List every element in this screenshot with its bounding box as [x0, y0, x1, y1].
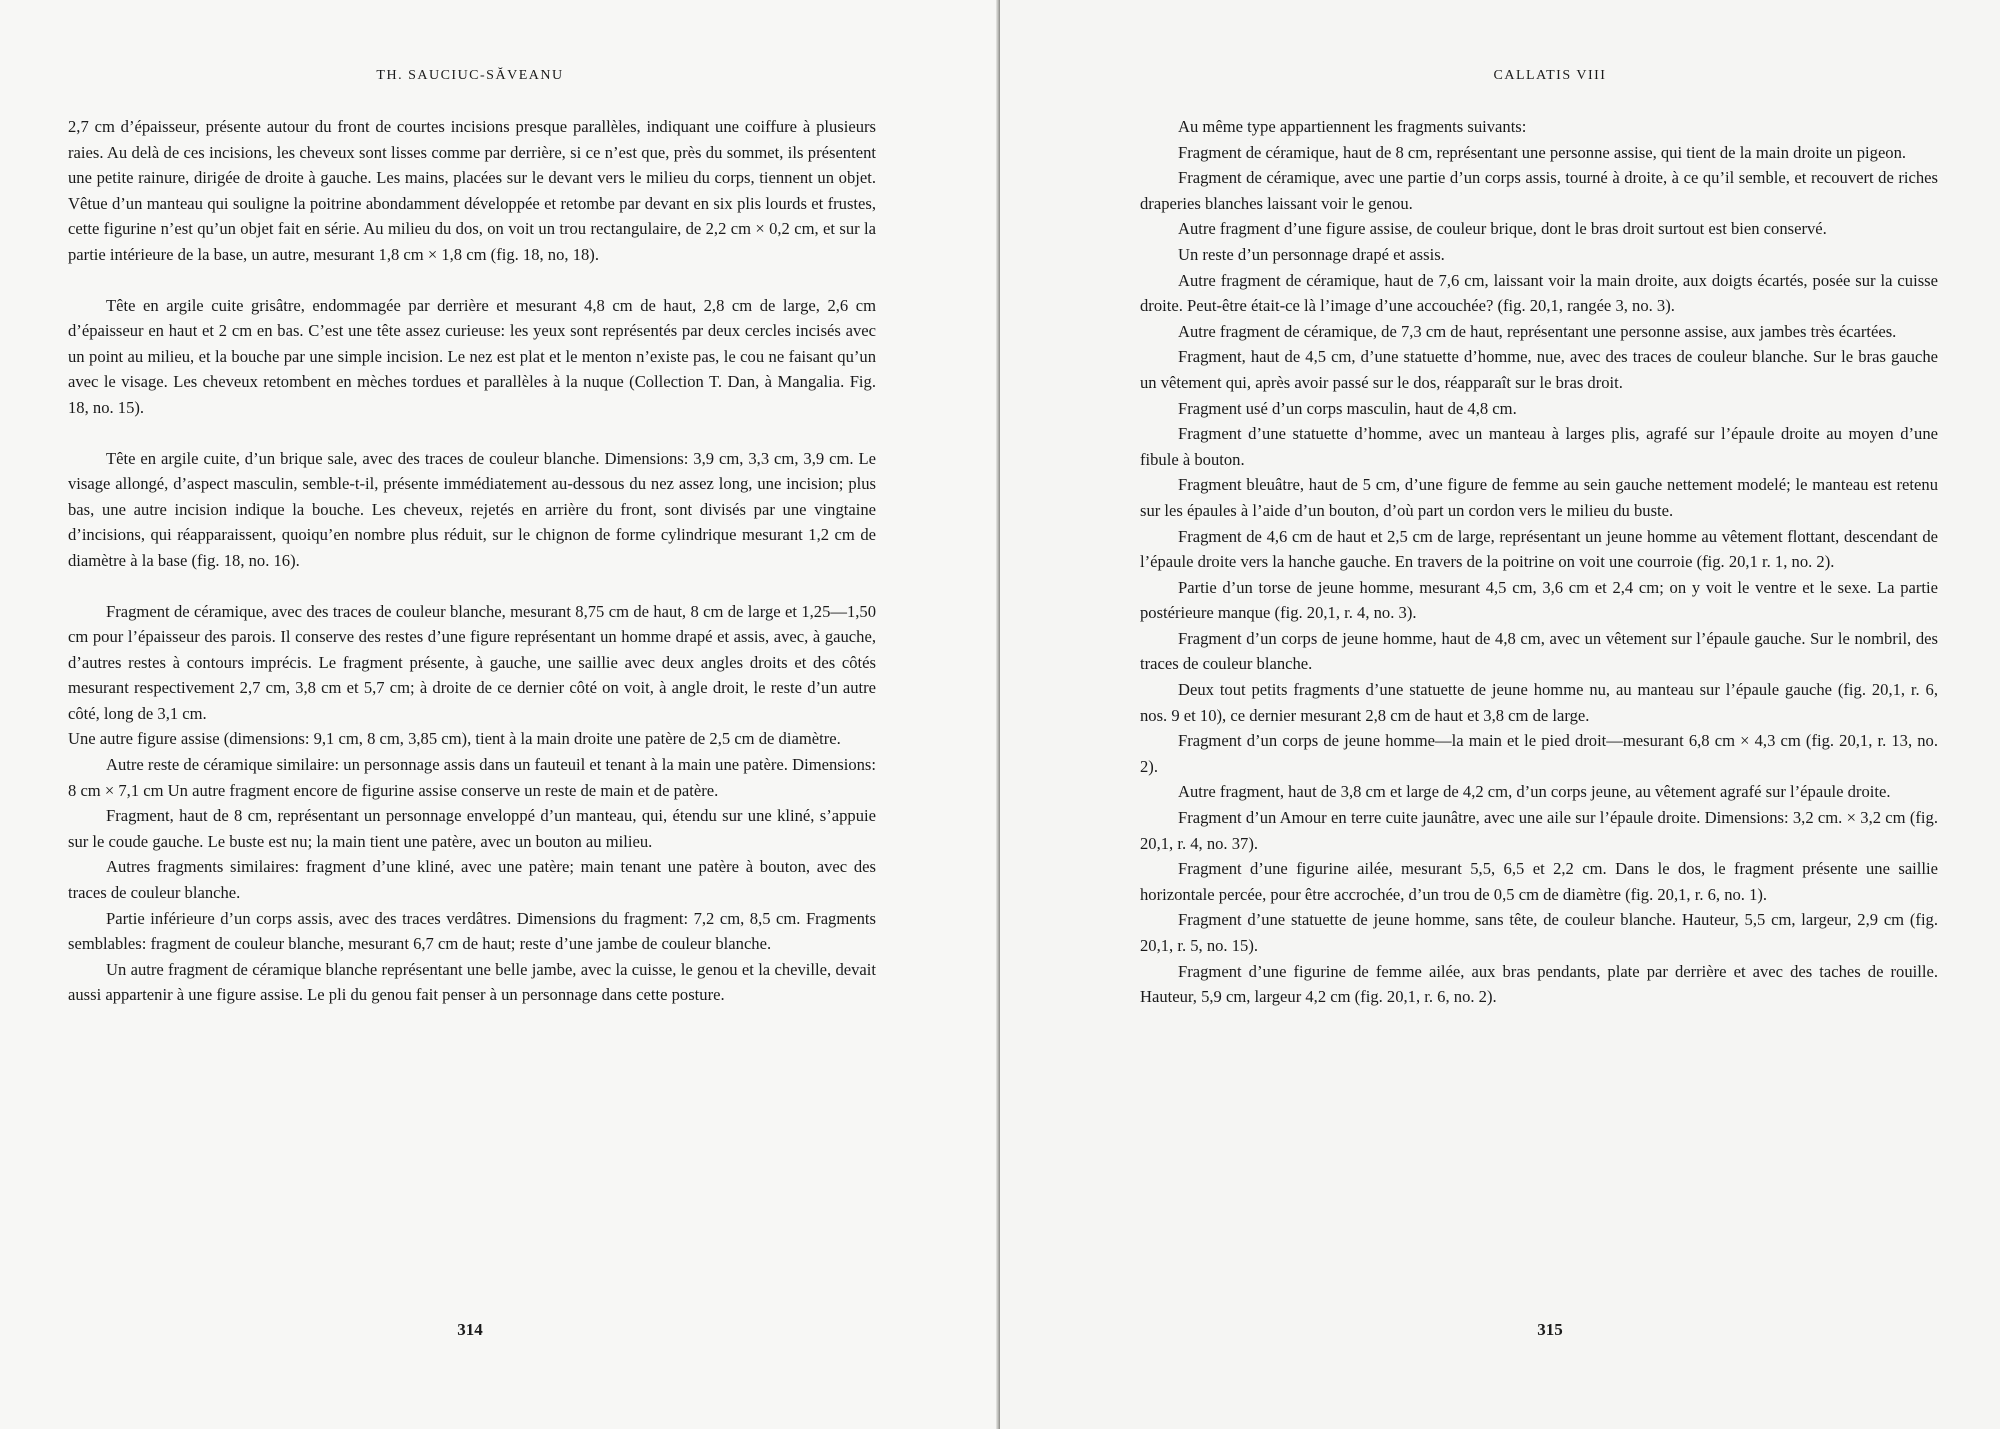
paragraph: Fragment d’un corps de jeune homme, haut de 4,8 cm, avec un vêtement sur l’épaule gauche. Sur le nombril, des traces de couleur blanche.	[1140, 628, 1938, 674]
paragraph: Fragment, haut de 8 cm, représentant un personnage enveloppé d’un manteau, qui, étendu sur une kliné, s’appuie sur le coude gauche. Le buste est nu; la main tient une patère, avec un bouton au milieu.	[68, 806, 876, 851]
paragraph: Fragment d’une statuette de jeune homme, sans tête, de couleur blanche. Hauteur, 5,5 cm, largeur, 2,9 cm (fig. 20,1, r. 5, no. 15).	[1140, 910, 1938, 955]
paragraph: Fragment bleuâtre, haut de 5 cm, d’une figure de femme au sein gauche nettement modelé; le manteau est retenu sur les épaules à l’aide d’un bouton, d’où part un cordon vers le milieu du buste.	[1140, 475, 1938, 520]
paragraph: Un reste d’un personnage drapé et assis.	[1178, 244, 1445, 264]
paragraph: Fragment de céramique, avec une partie d’un corps assis, tourné à droite, à ce qu’il semble, et recouvert de riches draperies blanches laissant voir le genou.	[1140, 168, 1938, 213]
page-number: 314	[457, 1320, 483, 1339]
right-page	[1000, 0, 2000, 1429]
paragraph: Fragment de céramique, haut de 8 cm, représentant une personne assise, qui tient de la main droite un pigeon.	[1178, 142, 1907, 162]
paragraph: Un autre fragment de céramique blanche représentant une belle jambe, avec la cuisse, le genou et la cheville, devait aussi appartenir à une figure assise. Le pli du genou fait penser à un personnage dans cette posture.	[68, 959, 876, 1005]
page-number: 315	[1537, 1320, 1563, 1339]
paragraph: 2,7 cm d’épaisseur, présente autour du front de courtes incisions presque parallèles, indiquant une coiffure à plusieurs raies. Au delà de ces incisions, les cheveux sont lisses comme par derrière, si ce n’est que, près du sommet, ils présentent une petite rainure, dirigée de droite à gauche. Les mains, placées sur le devant vers le milieu du corps, tiennent un objet. Vêtue d’un manteau qui souligne la poitrine abondamment développée et retombe par devant en six plis lourds et frustes, cette figurine n’est qu’un objet fait en série. Au milieu du dos, on voit un trou rectangulaire, de 2,2 cm × 0,2 cm, et sur la partie intérieure de la base, un autre, mesurant 1,8 cm × 1,8 cm (fig. 18, no, 18).	[68, 117, 876, 264]
paragraph: Fragment d’un Amour en terre cuite jaunâtre, avec une aile sur l’épaule droite. Dimensions: 3,2 cm. × 3,2 cm (fig. 20,1, r. 4, no. 37).	[1140, 808, 1938, 853]
paragraph: Deux tout petits fragments d’une statuette de jeune homme nu, au manteau sur l’épaule gauche (fig. 20,1, r. 6, nos. 9 et 10), ce dernier mesurant 2,8 cm de haut et 3,8 cm de large.	[1140, 680, 1938, 725]
page-body	[1140, 114, 1938, 1010]
paragraph: Autre fragment de céramique, haut de 7,6 cm, laissant voir la main droite, aux doigts écartés, posée sur la cuisse droite. Peut-être était-ce là l’image d’une accouchée? (fig. 20,1, rangée 3, no. 3).	[1140, 270, 1938, 316]
paragraph: Fragment de céramique, avec des traces de couleur blanche, mesurant 8,75 cm de haut, 8 cm de large et 1,25—1,50 cm pour l’épaisseur des parois. Il conserve des restes d’une figure représentant un homme drapé et assis, avec, à gauche, d’autres restes à contours imprécis. Le fragment présente, à gauche, une saillie avec deux angles droits et des côtés mesurant respectivement 2,7 cm, 3,8 cm et 5,7 cm; à droite de ce dernier côté on voit, à angle droit, le reste d’un autre côté, long de 3,1 cm.	[68, 601, 876, 723]
paragraph: Une autre figure assise (dimensions: 9,1 cm, 8 cm, 3,85 cm), tient à la main droite une patère de 2,5 cm de diamètre.	[68, 729, 841, 749]
paragraph: Autre fragment de céramique, de 7,3 cm de haut, représentant une personne assise, aux jambes très écartées.	[1178, 321, 1897, 341]
paragraph: Fragment d’une figurine de femme ailée, aux bras pendants, plate par derrière et avec des taches de rouille. Hauteur, 5,9 cm, largeur 4,2 cm (fig. 20,1, r. 6, no. 2).	[1140, 961, 1938, 1007]
paragraph: Fragment d’une statuette d’homme, avec un manteau à larges plis, agrafé sur l’épaule droite au moyen d’une fibule à bouton.	[1140, 424, 1938, 469]
paragraph: Autre fragment d’une figure assise, de couleur brique, dont le bras droit surtout est bien conservé.	[1178, 219, 1827, 239]
paragraph: Fragment, haut de 4,5 cm, d’une statuette d’homme, nue, avec des traces de couleur blanche. Sur le bras gauche un vêtement qui, après avoir passé sur le dos, réapparaît sur le bras droit.	[1140, 347, 1938, 392]
paragraph: Fragment d’un corps de jeune homme—la main et le pied droit—mesurant 6,8 cm × 4,3 cm (fig. 20,1, r. 13, no. 2).	[1140, 731, 1938, 776]
paragraph: Fragment de 4,6 cm de haut et 2,5 cm de large, représentant un jeune homme au vêtement flottant, descendant de l’épaule droite vers la hanche gauche. En travers de la poitrine on voit une courroie (fig. 20,1 r. 1, no. 2).	[1140, 526, 1938, 572]
paragraph: Tête en argile cuite, d’un brique sale, avec des traces de couleur blanche. Dimensions: 3,9 cm, 3,3 cm, 3,9 cm. Le visage allongé, d’aspect masculin, semble-t-il, présente immédiatement au-dessous du nez assez long, une incision; plus bas, une autre incision indique la bouche. Les cheveux, rejetés en arrière du front, sont divisés par une vingtaine d’incisions, qui réapparaissent, quoiqu’en nombre plus réduit, sur le chignon de forme cylindrique mesurant 1,2 cm de diamètre à la base (fig. 18, no. 16).	[68, 448, 876, 570]
page-body	[68, 114, 876, 1008]
running-head: CALLATIS VIII	[1493, 68, 1607, 83]
paragraph: Partie inférieure d’un corps assis, avec des traces verdâtres. Dimensions du fragment: 7,2 cm, 8,5 cm. Fragments semblables: fragment de couleur blanche, mesurant 6,7 cm de haut; reste d’une jambe de couleur blanche.	[68, 908, 876, 954]
paragraph: Autre fragment, haut de 3,8 cm et large de 4,2 cm, d’un corps jeune, au vêtement agrafé sur l’épaule droite.	[1178, 782, 1891, 802]
paragraph: Autres fragments similaires: fragment d’une kliné, avec une patère; main tenant une patère à bouton, avec des traces de couleur blanche.	[68, 857, 876, 903]
paragraph: Autre reste de céramique similaire: un personnage assis dans un fauteuil et tenant à la main une patère. Dimensions: 8 cm × 7,1 cm Un autre fragment encore de figurine assise conserve un reste de main et de patère.	[68, 755, 876, 800]
paragraph: Partie d’un torse de jeune homme, mesurant 4,5 cm, 3,6 cm et 2,4 cm; on y voit le ventre et le sexe. La partie postérieure manque (fig. 20,1, r. 4, no. 3).	[1140, 577, 1938, 623]
running-head: TH. SAUCIUC-SĂVEANU	[376, 68, 564, 83]
paragraph: Fragment usé d’un corps masculin, haut de 4,8 cm.	[1178, 398, 1517, 418]
paragraph: Au même type appartiennent les fragments suivants:	[1178, 117, 1527, 136]
paragraph: Tête en argile cuite grisâtre, endommagée par derrière et mesurant 4,8 cm de haut, 2,8 cm de large, 2,6 cm d’épaisseur en haut et 2 cm en bas. C’est une tête assez curieuse: les yeux sont représentés par deux cercles incisés avec un point au milieu, et la bouche par une simple incision. Le nez est plat et le menton n’existe pas, le cou ne faisant qu’un avec le visage. Les cheveux retombent en mèches tordues et parallèles à la nuque (Collection T. Dan, à Mangalia. Fig. 18, no. 15).	[68, 295, 876, 417]
paragraph: Fragment d’une figurine ailée, mesurant 5,5, 6,5 et 2,2 cm. Dans le dos, le fragment présente une saillie horizontale percée, pour être accrochée, d’un trou de 0,5 cm de diamètre (fig. 20,1, r. 6, no. 1).	[1140, 859, 1938, 904]
